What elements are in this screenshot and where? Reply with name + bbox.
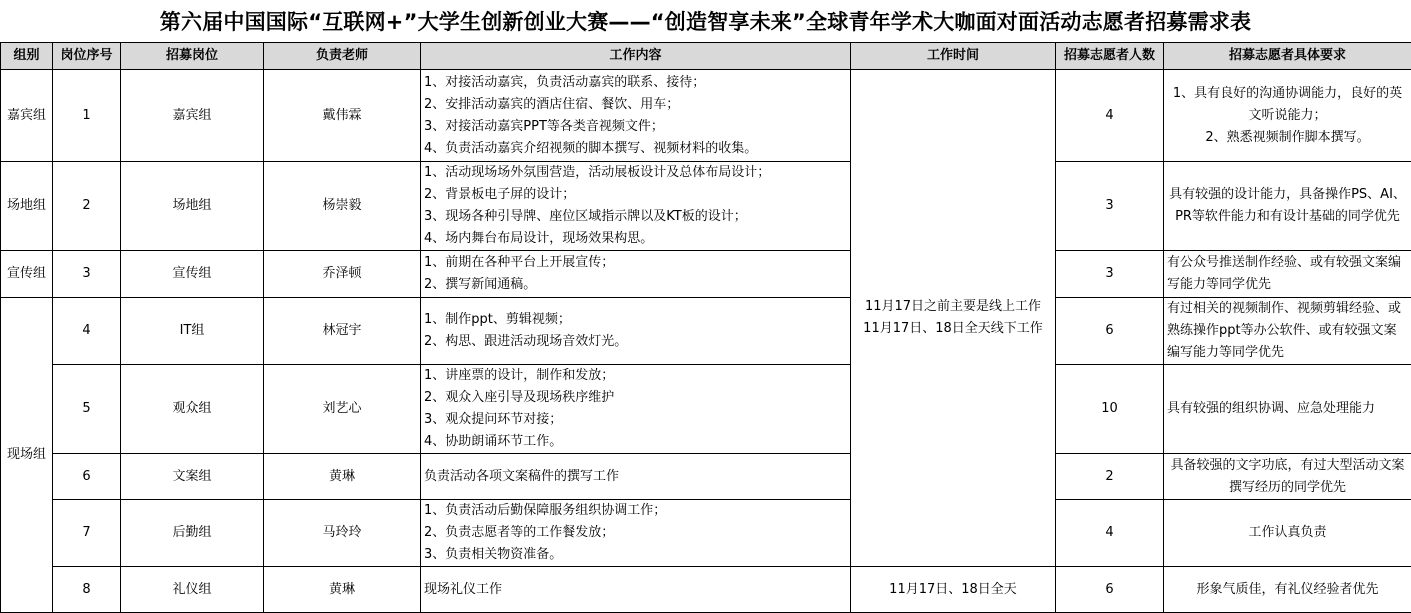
content-cell: 负责活动各项文案稿件的撰写工作: [421, 454, 851, 500]
position-cell: 场地组: [121, 162, 264, 251]
table-row: [1, 454, 1411, 500]
table-row: [1, 567, 1411, 613]
content-cell: [421, 298, 851, 365]
content-line: 4、负责活动嘉宾介绍视频的脚本撰写、视频材料的收集。: [424, 138, 847, 160]
teacher-cell: 林冠宇: [264, 298, 421, 365]
position-cell: IT组: [121, 298, 264, 365]
content-cell: [421, 162, 851, 251]
requirements-cell: 具有较强的组织协调、应急处理能力: [1164, 365, 1411, 454]
table-row: [1, 365, 1411, 454]
position-cell: 文案组: [121, 454, 264, 500]
header-position: 招募岗位: [121, 43, 264, 70]
content-cell: [421, 500, 851, 567]
position-cell: 嘉宾组: [121, 70, 264, 162]
header-group: 组别: [1, 43, 53, 70]
group-cell: 场地组: [1, 162, 53, 251]
content-line: 4、场内舞台布局设计，现场效果构思。: [424, 228, 847, 250]
header-count: 招募志愿者人数: [1056, 43, 1164, 70]
table-row: [1, 500, 1411, 567]
position-cell: 后勤组: [121, 500, 264, 567]
seq-cell: 3: [53, 251, 121, 298]
count-cell: 3: [1056, 162, 1164, 251]
teacher-cell: 刘艺心: [264, 365, 421, 454]
requirements-cell: 具备较强的文字功底，有过大型活动文案撰写经历的同学优先: [1164, 454, 1411, 500]
header-seq: 岗位序号: [53, 43, 121, 70]
requirements-cell: 形象气质佳，有礼仪经验者优先: [1164, 567, 1411, 613]
seq-cell: 5: [53, 365, 121, 454]
content-line: 1、制作ppt、剪辑视频；: [424, 309, 847, 331]
requirement-line: 2、熟悉视频制作脚本撰写。: [1167, 127, 1408, 149]
teacher-cell: 乔泽顿: [264, 251, 421, 298]
count-cell: 4: [1056, 70, 1164, 162]
table-row: [1, 162, 1411, 251]
teacher-cell: 杨崇毅: [264, 162, 421, 251]
group-cell: 嘉宾组: [1, 70, 53, 162]
page-title: 第六届中国国际“互联网+”大学生创新创业大赛——“创造智享未来”全球青年学术大咖面对面活动志愿者招募需求表: [0, 0, 1411, 42]
count-cell: 3: [1056, 251, 1164, 298]
recruitment-table: [0, 42, 1411, 613]
table-row: [1, 298, 1411, 365]
teacher-cell: 黄琳: [264, 454, 421, 500]
content-line: 2、安排活动嘉宾的酒店住宿、餐饮、用车；: [424, 94, 847, 116]
content-cell: [421, 251, 851, 298]
time-cell-shared: [851, 70, 1056, 567]
content-line: 2、负责志愿者等的工作餐发放；: [424, 522, 847, 544]
time-cell: 11月17日、18日全天: [851, 567, 1056, 613]
header-time: 工作时间: [851, 43, 1056, 70]
requirements-cell: [1164, 70, 1411, 162]
seq-cell: 6: [53, 454, 121, 500]
count-cell: 6: [1056, 567, 1164, 613]
content-cell: 现场礼仪工作: [421, 567, 851, 613]
count-cell: 6: [1056, 298, 1164, 365]
table-row: [1, 70, 1411, 162]
header-teacher: 负责老师: [264, 43, 421, 70]
content-line: 1、前期在各种平台上开展宣传；: [424, 252, 847, 274]
count-cell: 2: [1056, 454, 1164, 500]
header-row: [1, 43, 1411, 70]
seq-cell: 2: [53, 162, 121, 251]
content-line: 3、负责相关物资准备。: [424, 544, 847, 566]
content-line: 2、构思、跟进活动现场音效灯光。: [424, 331, 847, 353]
teacher-cell: 戴伟霖: [264, 70, 421, 162]
content-line: 1、活动现场场外氛围营造，活动展板设计及总体布局设计；: [424, 162, 847, 184]
requirements-cell: 工作认真负责: [1164, 500, 1411, 567]
requirements-cell: 有公众号推送制作经验、或有较强文案编写能力等同学优先: [1164, 251, 1411, 298]
position-cell: 宣传组: [121, 251, 264, 298]
requirement-line: 1、具有良好的沟通协调能力，良好的英文听说能力；: [1167, 83, 1408, 127]
content-cell: [421, 365, 851, 454]
content-line: 1、负责活动后勤保障服务组织协调工作；: [424, 500, 847, 522]
time-line: 11月17日之前主要是线上工作: [854, 296, 1052, 318]
content-line: 1、讲座票的设计，制作和发放；: [424, 365, 847, 387]
content-line: 3、现场各种引导牌、座位区域指示牌以及KT板的设计；: [424, 206, 847, 228]
content-cell: [421, 70, 851, 162]
content-line: 3、观众提问环节对接；: [424, 409, 847, 431]
content-line: 3、对接活动嘉宾PPT等各类音视频文件；: [424, 116, 847, 138]
header-requirements: 招募志愿者具体要求: [1164, 43, 1411, 70]
position-cell: 礼仪组: [121, 567, 264, 613]
seq-cell: 8: [53, 567, 121, 613]
requirements-cell: 具有较强的设计能力，具备操作PS、AI、PR等软件能力和有设计基础的同学优先: [1164, 162, 1411, 251]
position-cell: 观众组: [121, 365, 264, 454]
seq-cell: 7: [53, 500, 121, 567]
group-cell: 宣传组: [1, 251, 53, 298]
seq-cell: 4: [53, 298, 121, 365]
content-line: 4、协助朗诵环节工作。: [424, 431, 847, 453]
content-line: 2、背景板电子屏的设计；: [424, 184, 847, 206]
table-row: [1, 251, 1411, 298]
count-cell: 4: [1056, 500, 1164, 567]
seq-cell: 1: [53, 70, 121, 162]
content-line: 1、对接活动嘉宾，负责活动嘉宾的联系、接待；: [424, 72, 847, 94]
requirements-cell: 有过相关的视频制作、视频剪辑经验、或熟练操作ppt等办公软件、或有较强文案编写能力等同学优先: [1164, 298, 1411, 365]
content-line: 2、观众入座引导及现场秩序维护: [424, 387, 847, 409]
content-line: 2、撰写新闻通稿。: [424, 274, 847, 296]
header-content: 工作内容: [421, 43, 851, 70]
teacher-cell: 马玲玲: [264, 500, 421, 567]
teacher-cell: 黄琳: [264, 567, 421, 613]
group-cell: 现场组: [1, 298, 53, 613]
count-cell: 10: [1056, 365, 1164, 454]
time-line: 11月17日、18日全天线下工作: [854, 318, 1052, 340]
